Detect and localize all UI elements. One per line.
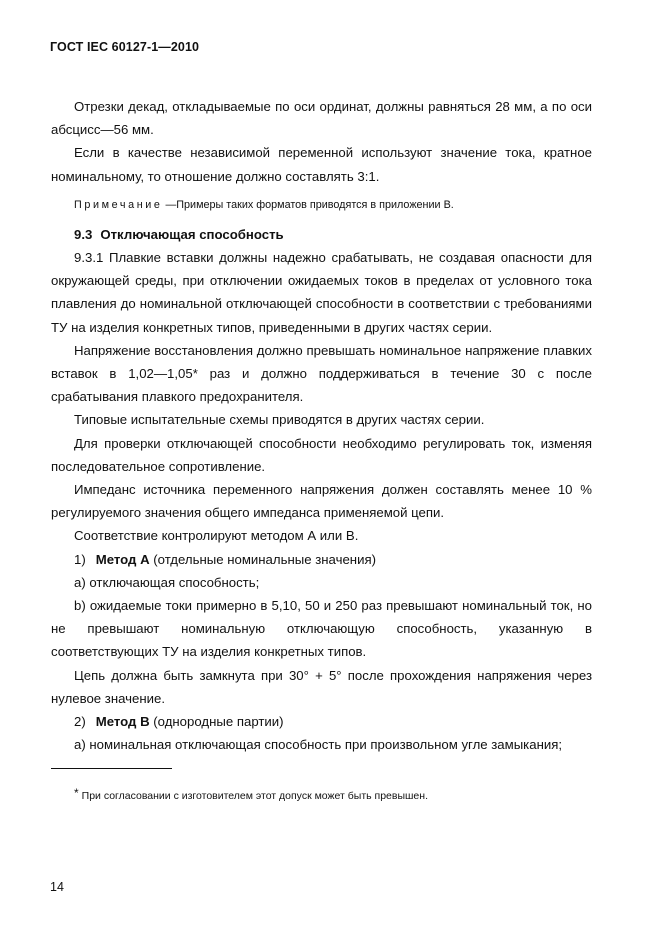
method-a-heading: [51, 548, 592, 571]
method-b-label: Метод В: [95, 714, 150, 730]
paragraph: Если в качестве независимой переменной используют значение тока, кратное номинальному, то отношение должно составлять 3:1.: [51, 145, 592, 184]
method-b-desc: (однородные партии): [149, 714, 284, 730]
paragraph: Типовые испытательные схемы приводятся в других частях серии.: [74, 412, 485, 428]
paragraph: Напряжение восстановления должно превышать номинальное напряжение плавких вставок в 1,02—1,05* раз и должно поддерживаться в течение 30 с после срабатывания плавкого предохранителя.: [51, 342, 592, 405]
list-item: а) номинальная отключающая способность при произвольном угле замыкания;: [74, 737, 563, 753]
document-header: ГОСТ IEC 60127-1—2010: [50, 40, 200, 54]
footnote-text: При согласовании с изготовителем этот допуск может быть превышен.: [81, 790, 428, 802]
paragraph: Для проверки отключающей способности необходимо регулировать ток, изменяя последовательное сопротивление.: [51, 435, 592, 474]
section-heading: [51, 223, 592, 246]
section-title: Отключающая способность: [100, 226, 284, 242]
list-item: а) отключающая способность;: [74, 574, 260, 590]
method-a-number: 1): [74, 551, 86, 567]
note-label: Примечание: [74, 198, 163, 211]
method-a-desc: (отдельные номинальные значения): [149, 551, 376, 567]
footnote-mark: *: [74, 786, 79, 800]
method-b-number: 2): [74, 714, 86, 730]
page-number: 14: [50, 880, 64, 894]
paragraph: 9.3.1 Плавкие вставки должны надежно срабатывать, не создавая опасности для окружающей среды, при отключении ожидаемых токов в пределах от условного тока плавления до номинальной отключающей способности в соответствии с требованиями ТУ на изделия конкретных типов, приведенными в других частях серии.: [51, 250, 592, 335]
paragraph: Цепь должна быть замкнута при 30° + 5° после прохождения напряжения через нулевое значение.: [51, 667, 592, 706]
note-text: —Примеры таких форматов приводятся в приложении В.: [162, 198, 454, 211]
footnote-divider: [51, 768, 172, 769]
paragraph: Отрезки декад, откладываемые по оси ординат, должны равняться 28 мм, а по оси абсцисс—56 мм.: [51, 99, 592, 138]
list-item: b) ожидаемые токи примерно в 5,10, 50 и 250 раз превышают номинальный ток, но не превышают номинальную отключающую способность, указанную в соответствующих ТУ на изделия конкретных типов.: [51, 598, 592, 660]
body-text: [51, 95, 592, 756]
method-a-label: Метод А: [95, 551, 150, 567]
paragraph: Соответствие контролируют методом А или В.: [74, 528, 359, 544]
paragraph: Импеданс источника переменного напряжения должен составлять менее 10 % регулируемого значения общего импеданса применяемой цепи.: [51, 482, 592, 521]
note: [51, 196, 592, 214]
method-b-heading: [51, 710, 592, 733]
section-number: 9.3: [74, 226, 93, 242]
footnote: [74, 786, 428, 803]
